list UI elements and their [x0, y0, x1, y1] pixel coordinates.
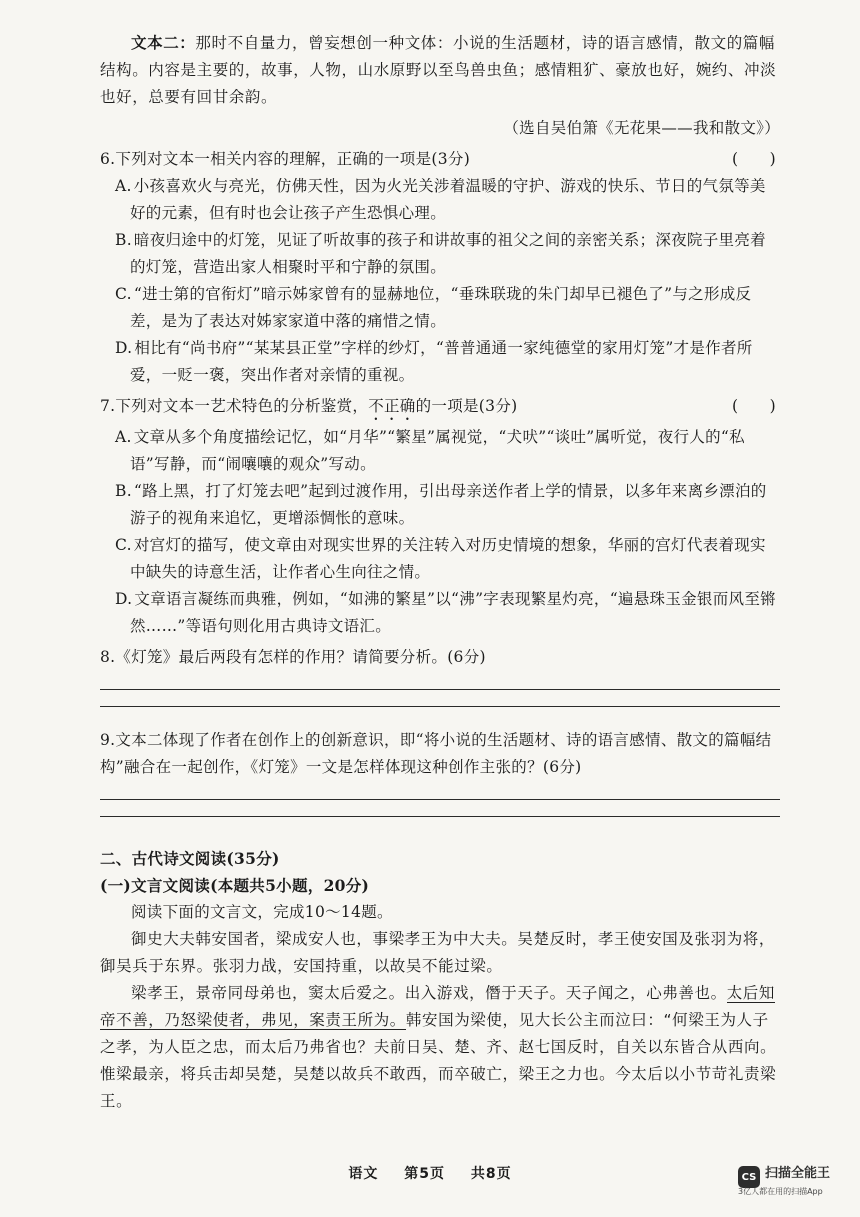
question-9: [100, 727, 780, 817]
question-6-option-d[interactable]: D. 相比有“尚书府”“某某县正堂”字样的纱灯，“普普通通一家纯德堂的家用灯笼”才是作者所爱，一贬一褒，突出作者对亲情的重视。: [115, 339, 753, 384]
section-2-title: 二、古代诗文阅读(35分): [100, 849, 280, 868]
question-6-answer-box[interactable]: ( ): [731, 150, 776, 168]
camscanner-logo-icon: CS: [738, 1166, 760, 1188]
footer-page: 第5页: [404, 1166, 445, 1182]
question-6-option-a[interactable]: A. 小孩喜欢火与亮光，仿佛天性，因为火光关涉着温暖的守护、游戏的快乐、节日的气氛等美好的元素，但有时也会让孩子产生恐惧心理。: [115, 177, 766, 222]
page-content: [100, 30, 780, 1115]
text2-source: （选自吴伯箫《无花果——我和散文》）: [503, 119, 780, 137]
answer-line[interactable]: [100, 799, 780, 800]
classical-text-paragraph-2: 梁孝王，景帝同母弟也，窦太后爱之。出入游戏，僭于天子。天子闻之，心弗善也。太后知帝不善，乃怒梁使者，弗见，案责王所为。韩安国为梁使，见大长公主而泣曰：“何梁王为人子之孝，为人臣之忠，而太后乃弗省也？夫前日吴、楚、齐、赵七国反时，自关以东皆合从西向。惟梁最亲，将兵击却吴楚，吴楚以故兵不敢西，而卒破亡，梁王之力也。今太后以小节苛礼责梁王。: [100, 984, 777, 1110]
question-7-emphasis: 不正确: [368, 397, 416, 415]
question-7: [100, 393, 780, 640]
question-6: [100, 146, 780, 389]
text2-paragraph: [100, 30, 780, 111]
scanner-watermark: [738, 1166, 830, 1198]
page-footer: [0, 1163, 860, 1183]
question-6-option-b[interactable]: B. 暗夜归途中的灯笼，见证了听故事的孩子和讲故事的祖父之间的亲密关系；深夜院子里亮着的灯笼，营造出家人相聚时平和宁静的氛围。: [115, 231, 766, 276]
text2-body: 那时不自量力，曾妄想创一种文体：小说的生活题材，诗的语言感情，散文的篇幅结构。内容是主要的，故事，人物，山水原野以至鸟兽虫鱼；感情粗犷、豪放也好，婉约、冲淡也好，总要有回甘余韵。: [100, 34, 777, 106]
brand-name: 扫描全能王: [765, 1166, 831, 1181]
underlined-sentence: 太后知帝不善，乃怒梁使者，弗见，案责王所为。: [100, 984, 776, 1029]
answer-line[interactable]: [100, 816, 780, 817]
question-7-option-b[interactable]: B. “路上黑，打了灯笼去吧”起到过渡作用，引出母亲送作者上学的情景，以多年来离乡漂泊的游子的视角来追忆，更增添惆怅的意味。: [115, 482, 767, 527]
section-2-subtitle: (一)文言文阅读(本题共5小题，20分): [100, 876, 370, 895]
question-6-option-c[interactable]: C. “进士第的官衔灯”暗示姊家曾有的显赫地位，“垂珠联珑的朱门却早已褪色了”与之形成反差，是为了表达对姊家家道中落的痛惜之情。: [115, 285, 752, 330]
question-9-stem: 9.文本二体现了作者在创作上的创新意识，即“将小说的生活题材、诗的语言感情、散文的篇幅结构”融合在一起创作，《灯笼》一文是怎样体现这种创作主张的？(6分): [100, 731, 772, 776]
question-7-option-c[interactable]: C. 对宫灯的描写，使文章由对现实世界的关注转入对历史情境的想象，华丽的宫灯代表着现实中缺失的诗意生活，让作者心生向往之情。: [115, 536, 766, 581]
classical-text-paragraph-1: 御史大夫韩安国者，梁成安人也，事梁孝王为中大夫。吴楚反时，孝王使安国及张羽为将，御吴兵于东界。张羽力战，安国持重，以故吴不能过梁。: [100, 930, 776, 975]
question-7-option-a[interactable]: A. 文章从多个角度描绘记忆，如“月华”“繁星”属视觉，“犬吠”“谈吐”属听觉，夜行人的“私语”写静，而“闹嚷嚷的观众”写动。: [115, 428, 745, 473]
text2-label: 文本二：: [131, 34, 196, 52]
answer-line[interactable]: [100, 706, 780, 707]
answer-line[interactable]: [100, 689, 780, 690]
section-2-intro: 阅读下面的文言文，完成10～14题。: [131, 903, 393, 921]
footer-total: 共8页: [470, 1166, 512, 1182]
question-7-option-d[interactable]: D. 文章语言凝练而典雅，例如，“如沸的繁星”以“沸”字表现繁星灼亮，“遍悬珠玉金银而风至锵然……”等语句则化用古典诗文语汇。: [115, 590, 776, 635]
footer-subject: 语文: [348, 1166, 379, 1182]
question-8: [100, 644, 780, 707]
question-8-stem: 8.《灯笼》最后两段有怎样的作用？请简要分析。(6分): [100, 648, 486, 666]
question-7-answer-box[interactable]: ( ): [731, 397, 776, 415]
question-6-stem: 6.下列对文本一相关内容的理解，正确的一项是(3分): [100, 150, 471, 168]
brand-tagline: 3亿人都在用的扫描App: [738, 1187, 823, 1196]
question-7-stem: 7.下列对文本一艺术特色的分析鉴赏，不正确的一项是(3分): [100, 397, 518, 415]
